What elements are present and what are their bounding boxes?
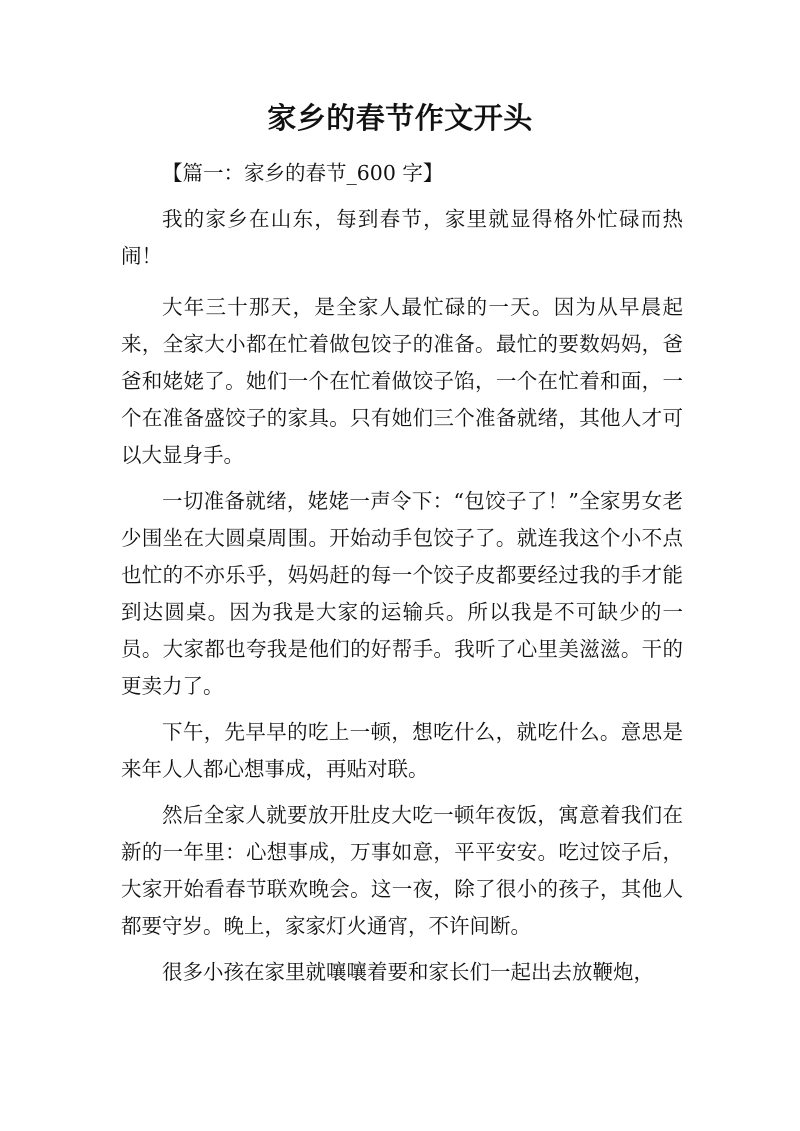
paragraph: 大年三十那天，是全家人最忙碌的一天。因为从早晨起来，全家大小都在忙着做包饺子的准备。最忙的要数妈妈，爸爸和姥姥了。她们一个在忙着做饺子馅，一个在忙着和面，一个在准备盛饺子的家具。只有她们三个准备就绪，其他人才可以大显身手。 bbox=[121, 295, 683, 467]
document-title: 家乡的春节作文开头 bbox=[267, 101, 533, 135]
document-body bbox=[121, 155, 683, 991]
paragraph: 一切准备就绪，姥姥一声令下：“包饺子了！”全家男女老少围坐在大圆桌周围。开始动手包饺子了。就连我这个小不点也忙的不亦乐乎，妈妈赶的每一个饺子皮都要经过我的手才能到达圆桌。因为我是大家的运输兵。所以我是不可缺少的一员。大家都也夸我是他们的好帮手。我听了心里美滋滋。干的更卖力了。 bbox=[121, 489, 683, 698]
paragraph: 我的家乡在山东，每到春节，家里就显得格外忙碌而热闹！ bbox=[121, 207, 683, 268]
paragraph: 然后全家人就要放开肚皮大吃一顿年夜饭，寓意着我们在新的一年里：心想事成，万事如意，平平安安。吃过饺子后，大家开始看春节联欢晚会。这一夜，除了很小的孩子，其他人都要守岁。晚上，家家灯火通宵，不许间断。 bbox=[121, 803, 683, 938]
section-heading: 【篇一：家乡的春节_600 字】 bbox=[162, 161, 444, 185]
paragraph: 很多小孩在家里就嚷嚷着要和家长们一起出去放鞭炮， bbox=[162, 960, 654, 984]
paragraph: 下午，先早早的吃上一顿，想吃什么，就吃什么。意思是来年人人都心想事成，再贴对联。 bbox=[121, 720, 683, 781]
